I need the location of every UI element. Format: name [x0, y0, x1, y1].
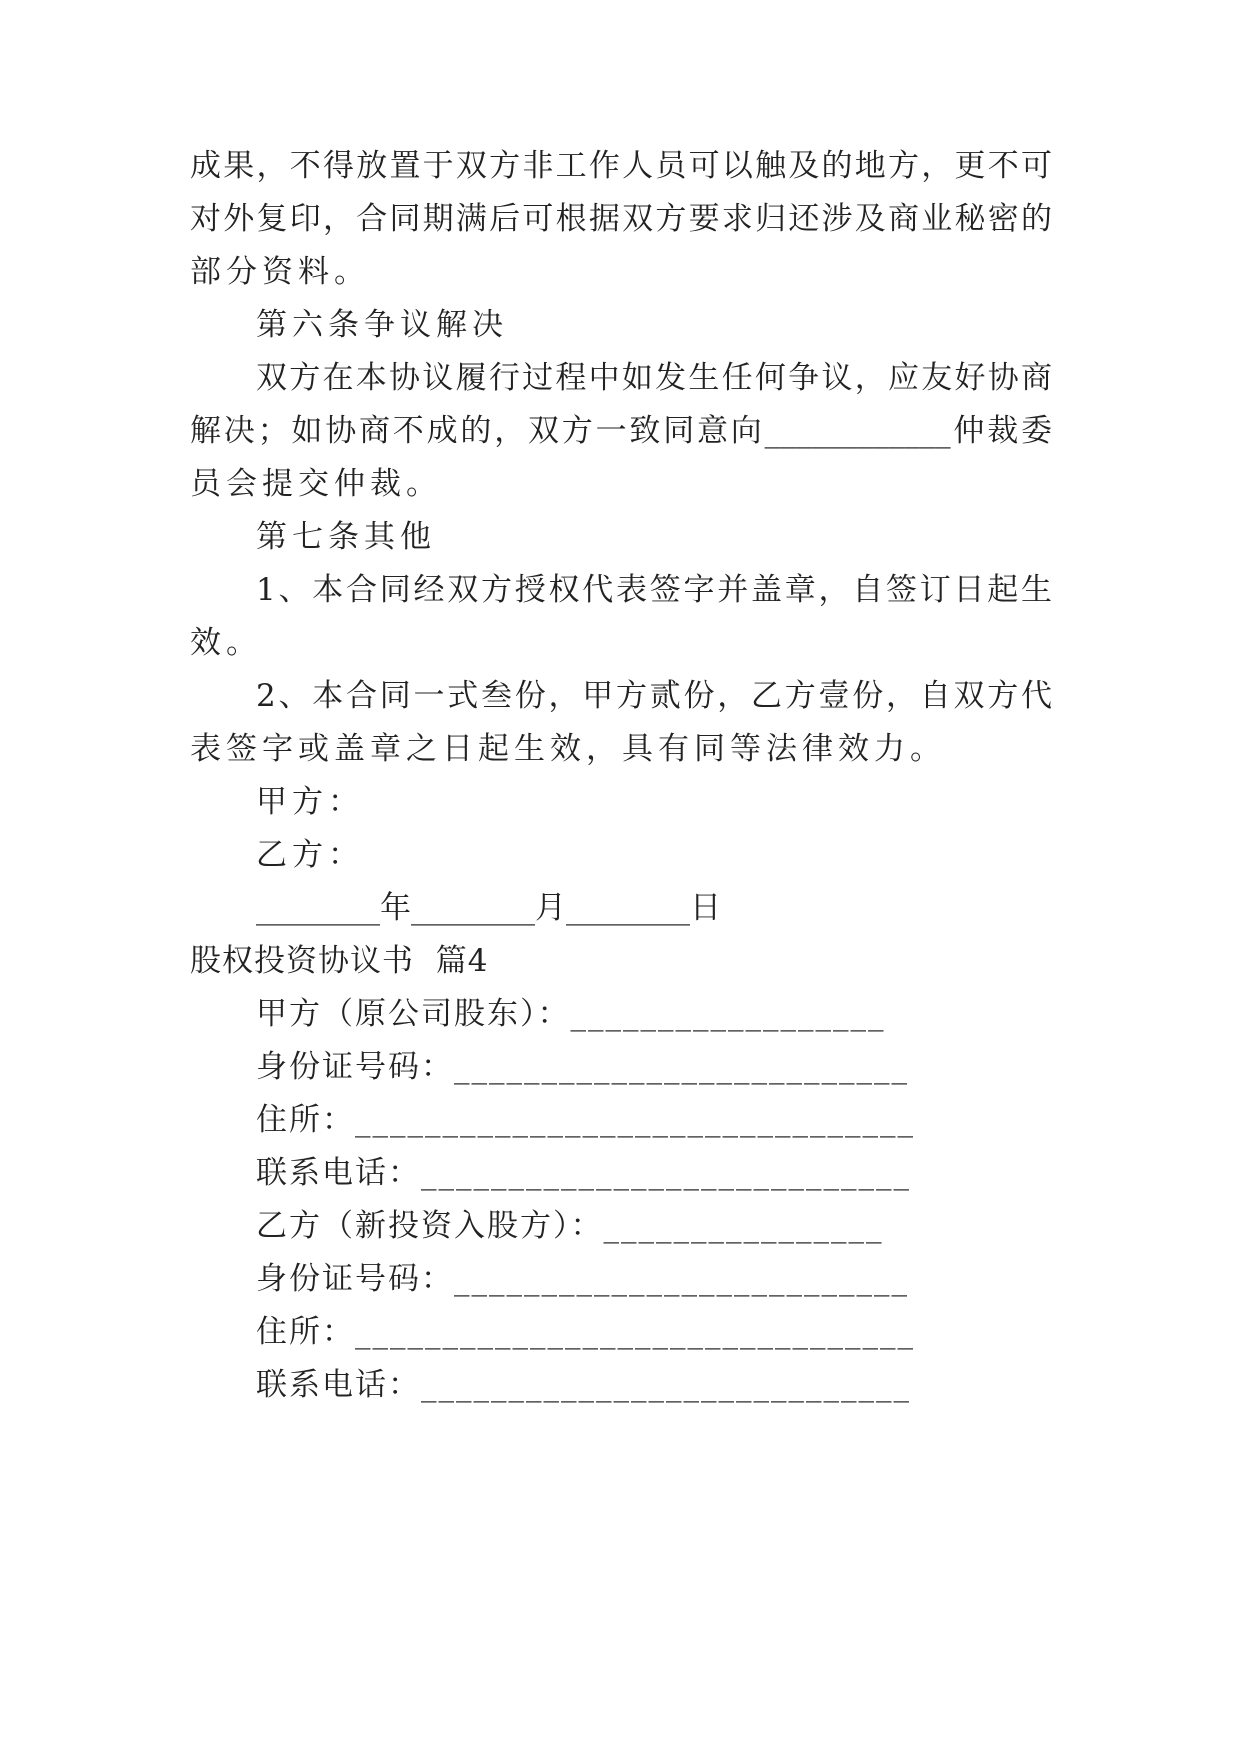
form-line-id-number: 身份证号码：__________________________: [256, 1049, 909, 1085]
section-title: 股权投资协议书 篇4: [190, 943, 489, 979]
form-line-address: 住所：________________________________: [256, 1314, 915, 1350]
form-line-phone: 联系电话：____________________________: [256, 1155, 911, 1191]
article-heading: 第七条其他: [256, 519, 436, 555]
paragraph-line: 2、本合同一式叁份，甲方贰份，乙方壹份，自双方代: [256, 678, 1052, 714]
article-heading: 第六条争议解决: [256, 307, 508, 343]
paragraph-line: 成果，不得放置于双方非工作人员可以触及的地方，更不可: [190, 148, 1052, 184]
form-line-phone: 联系电话：____________________________: [256, 1367, 911, 1403]
form-line-party-b: 乙方（新投资入股方）：________________: [256, 1208, 884, 1244]
form-line-address: 住所：________________________________: [256, 1102, 915, 1138]
form-line-party-a: 甲方（原公司股东）：__________________: [256, 996, 886, 1032]
paragraph-line: 解决；如协商不成的，双方一致同意向____________仲裁委: [190, 413, 1052, 449]
signing-date-line: ________年________月________日: [256, 890, 721, 926]
paragraph-line: 员会提交仲裁。: [190, 466, 442, 502]
paragraph-line: 对外复印，合同期满后可根据双方要求归还涉及商业秘密的: [190, 201, 1052, 237]
paragraph-line: 1、本合同经双方授权代表签字并盖章，自签订日起生: [256, 572, 1052, 608]
paragraph-line: 表签字或盖章之日起生效，具有同等法律效力。: [190, 731, 946, 767]
paragraph-line: 部分资料。: [190, 254, 370, 290]
paragraph-line: 效。: [190, 625, 262, 661]
form-line-id-number: 身份证号码：__________________________: [256, 1261, 909, 1297]
party-a-signature-label: 甲方：: [256, 784, 364, 820]
party-b-signature-label: 乙方：: [256, 837, 364, 873]
paragraph-line: 双方在本协议履行过程中如发生任何争议，应友好协商: [256, 360, 1052, 396]
